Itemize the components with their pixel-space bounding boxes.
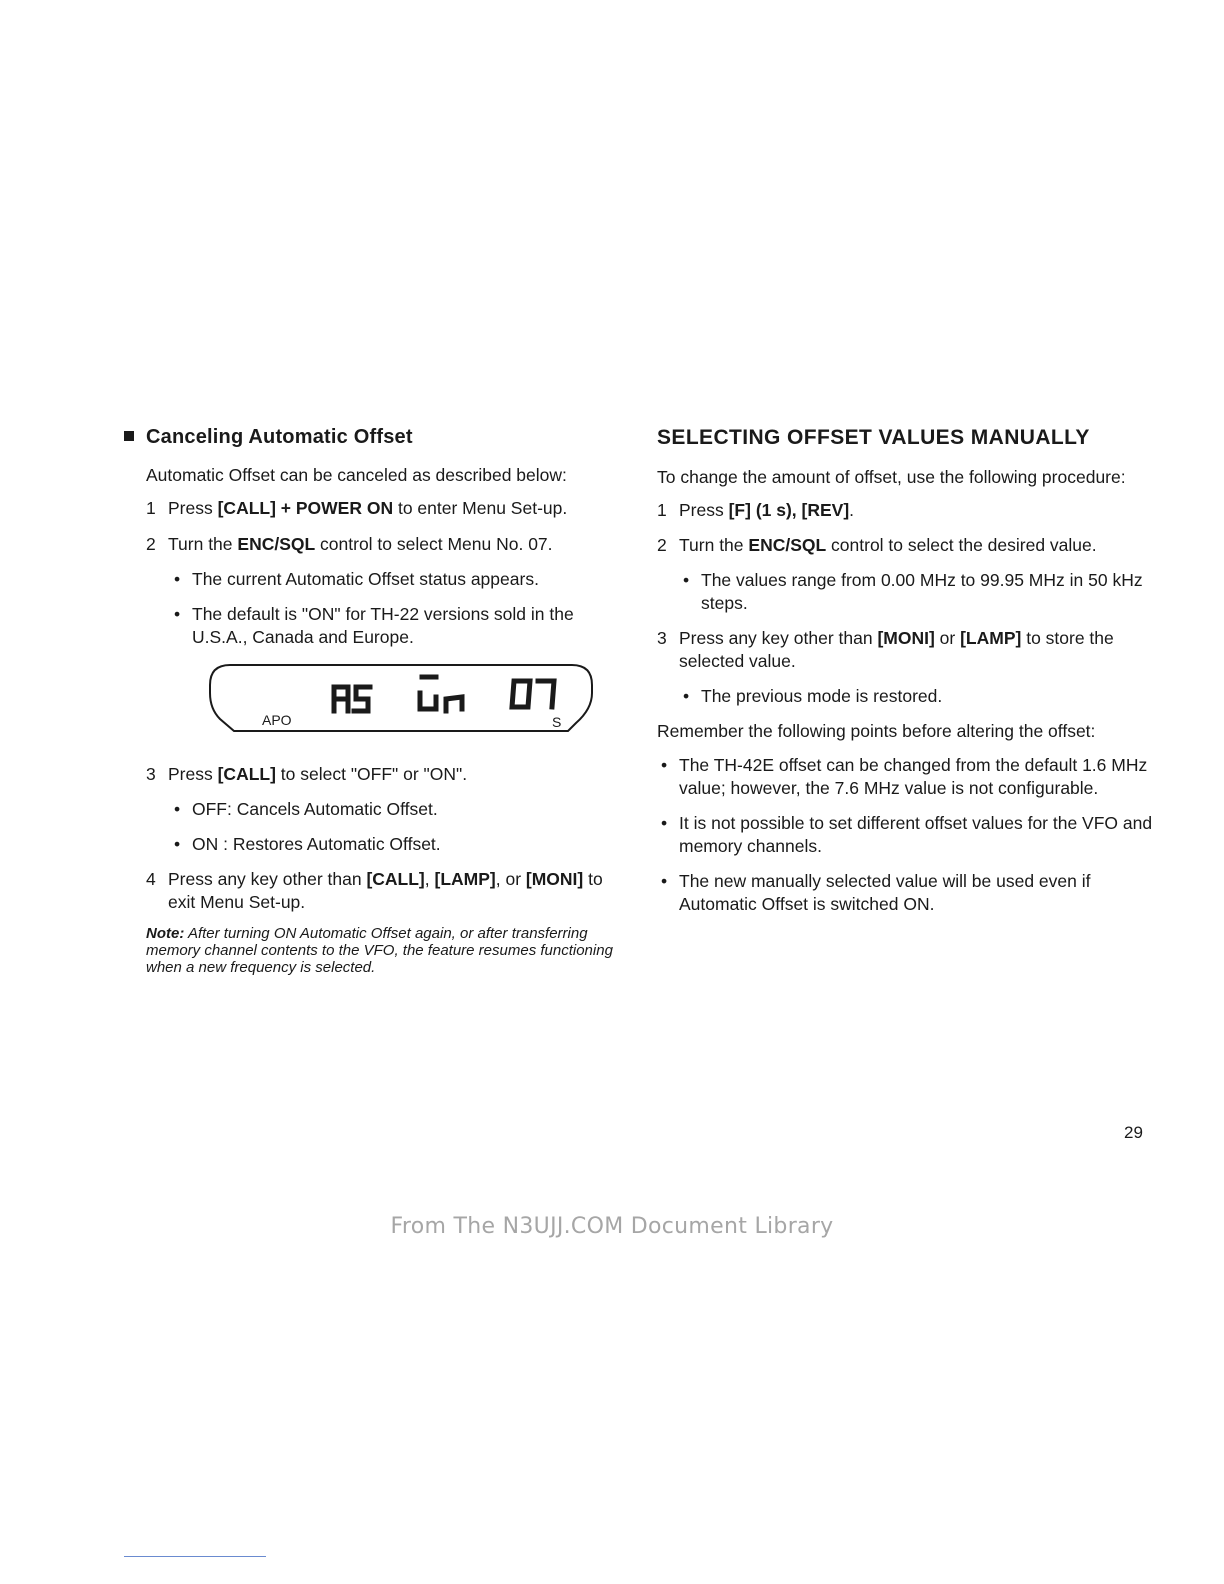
left-intro: Automatic Offset can be canceled as described below: xyxy=(146,465,567,486)
left-step-3: 3 Press [CALL] to select "OFF" or "ON". xyxy=(146,763,468,784)
lcd-segments-icon xyxy=(334,677,554,711)
lcd-label-s: S xyxy=(552,713,562,730)
lcd-label-apo: APO xyxy=(262,711,292,728)
point-1: • The TH-42E offset can be changed from the default 1.6 MHz value; however, the 7.6 MHz value is not configurable. xyxy=(657,754,1157,800)
left-step-1: 1 Press [CALL] + POWER ON to enter Menu Set-up. xyxy=(146,498,568,519)
right-step-2: 2 Turn the ENC/SQL control to select the desired value. xyxy=(657,534,1097,555)
left-step-2: 2 Turn the ENC/SQL control to select Menu No. 07. xyxy=(146,533,553,554)
left-column xyxy=(124,424,624,977)
bullet-range: • The values range from 0.00 MHz to 99.95 MHz in 50 kHz steps. xyxy=(679,569,1157,615)
bullet-on: • ON : Restores Automatic Offset. xyxy=(170,833,624,856)
bullet-status: • The current Automatic Offset status appears. xyxy=(170,568,624,591)
left-step-4: 4 Press any key other than [CALL], [LAMP], or [MONI] to exit Menu Set-up. xyxy=(146,869,603,913)
right-step-3: 3 Press any key other than [MONI] or [LAMP] to store the selected value. xyxy=(657,628,1114,672)
right-column xyxy=(657,424,1157,928)
footer-watermark: From The N3UJJ.COM Document Library xyxy=(390,1214,834,1239)
point-2: • It is not possible to set different offset values for the VFO and memory channels. xyxy=(657,812,1157,858)
right-step-1: 1 Press [F] (1 s), [REV]. xyxy=(657,499,855,520)
bullet-default: • The default is "ON" for TH-22 versions sold in the U.S.A., Canada and Europe. xyxy=(170,603,624,649)
page-number: 29 xyxy=(1124,1123,1143,1142)
remember-paragraph: Remember the following points before altering the offset: xyxy=(657,721,1096,742)
bullet-restored: • The previous mode is restored. xyxy=(679,685,1157,708)
right-intro: To change the amount of offset, use the following procedure: xyxy=(657,466,1126,487)
lcd-display-illustration xyxy=(206,663,596,735)
bullet-off: • OFF: Cancels Automatic Offset. xyxy=(170,798,624,821)
square-bullet-icon xyxy=(124,431,134,441)
bottom-rule xyxy=(124,1556,266,1557)
section-heading-selecting: SELECTING OFFSET VALUES MANUALLY xyxy=(657,426,1090,449)
section-heading-canceling: Canceling Automatic Offset xyxy=(124,424,624,450)
note-paragraph: Note: After turning ON Automatic Offset again, or after transferring memory channel contents to the VFO, the feature resumes functioning when a new frequency is selected. xyxy=(146,925,613,977)
point-3: • The new manually selected value will be used even if Automatic Offset is switched ON. xyxy=(657,870,1157,916)
